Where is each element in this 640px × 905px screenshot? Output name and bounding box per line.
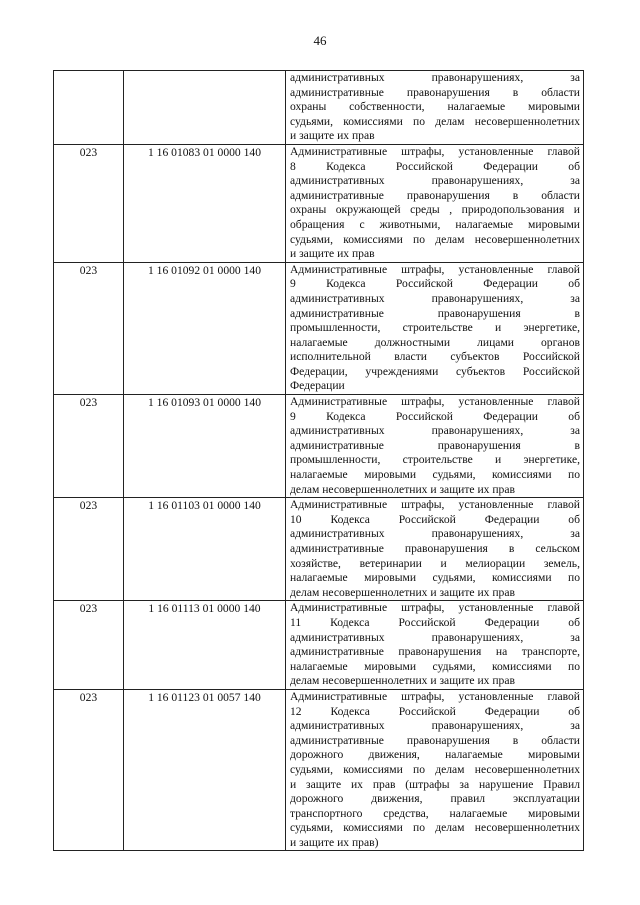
description-line: 8 Кодекса Российской Федерации об: [290, 159, 580, 173]
description-line: промышленности, строительстве и энергетике,: [290, 453, 580, 467]
admin-code-cell: [54, 395, 124, 498]
description-line: административных правонарушениях, за: [290, 174, 580, 188]
kbk-code: 1 16 01113 01 0000 140: [148, 602, 261, 616]
kbk-code-cell: [124, 262, 286, 394]
description-line: и защите их прав (штрафы за нарушение Правил: [290, 777, 580, 791]
kbk-code-cell: [124, 144, 286, 262]
description-line: охраны собственности, налагаемые мировыми: [290, 100, 580, 114]
table-row: [54, 395, 584, 498]
description-line: хозяйстве, ветеринарии и мелиорации земель,: [290, 556, 580, 570]
page-number: 46: [313, 33, 327, 48]
description-line: налагаемые мировыми судьями, комиссиями по: [290, 659, 580, 673]
description-line: судьями, комиссиями по делам несовершеннолетних: [290, 232, 580, 246]
description-line: 9 Кодекса Российской Федерации об: [290, 409, 580, 423]
description-line: административные правонарушения в сельском: [290, 542, 580, 555]
kbk-code-cell: [124, 71, 286, 145]
kbk-code: [124, 71, 285, 72]
description-line: административные правонарушения на транспорте,: [290, 645, 580, 659]
kbk-code: 1 16 01123 01 0057 140: [148, 690, 261, 704]
description-line: Административные штрафы, установленные главой: [290, 395, 580, 409]
kbk-code: 1 16 01092 01 0000 140: [147, 263, 262, 277]
description-line: Административные штрафы, установленные главой: [290, 601, 580, 615]
admin-code-cell: [54, 262, 124, 394]
admin-code-cell: [54, 71, 124, 145]
kbk-code-cell: [124, 689, 286, 851]
description-line: Федерации: [290, 379, 345, 393]
kbk-code-cell: [124, 395, 286, 498]
description-cell: [286, 498, 584, 601]
description-line: административные правонарушения в: [290, 438, 580, 452]
description-line: и защите их прав: [290, 247, 375, 261]
description-line: Административные штрафы, установленные главой: [290, 262, 580, 276]
table-row: [54, 689, 584, 851]
description-line: дорожного движения, налагаемые мировыми: [290, 748, 580, 762]
description-line: делам несовершеннолетних и защите их прав: [290, 482, 515, 496]
admin-code: 023: [79, 263, 98, 277]
admin-code: 023: [79, 396, 98, 410]
description-cell: [286, 262, 584, 394]
kbk-code-cell: [124, 498, 286, 601]
description-line: делам несовершеннолетних и защите их прав: [290, 585, 515, 599]
description-cell: [286, 144, 584, 262]
description-line: Административные штрафы, установленные главой: [290, 498, 580, 512]
description-cell: [286, 689, 584, 851]
description-line: налагаемые должностными лицами органов: [290, 335, 580, 349]
admin-code: 023: [79, 499, 98, 513]
table-row: [54, 601, 584, 690]
description-line: административные правонарушения в области: [290, 85, 580, 99]
description-line: административных правонарушениях, за: [290, 719, 580, 733]
description-line: административные правонарушения в области: [290, 733, 580, 747]
description-cell: [286, 395, 584, 498]
kbk-code: 1 16 01093 01 0000 140: [147, 396, 262, 410]
description-line: административных правонарушениях, за: [290, 71, 580, 84]
description-line: промышленности, строительстве и энергетике,: [290, 321, 580, 335]
description-line: 11 Кодекса Российской Федерации об: [290, 615, 580, 629]
table-row: [54, 498, 584, 601]
admin-code: 023: [79, 602, 98, 616]
kbk-code: 1 16 01103 01 0000 140: [148, 499, 261, 513]
description-line: административных правонарушениях, за: [290, 630, 580, 644]
description-cell: [286, 71, 584, 145]
description-line: дорожного движения, правил эксплуатации: [290, 792, 580, 806]
kbk-code-cell: [124, 601, 286, 690]
description-line: Административные штрафы, установленные главой: [290, 144, 580, 158]
description-line: административные правонарушения в области: [290, 188, 580, 202]
table-row: [54, 71, 584, 145]
admin-code-cell: [54, 144, 124, 262]
admin-code-cell: [54, 498, 124, 601]
budget-codes-table: [53, 70, 584, 851]
description-line: судьями, комиссиями по делам несовершеннолетних: [290, 762, 580, 776]
description-line: 9 Кодекса Российской Федерации об: [290, 277, 580, 291]
table-row: [54, 262, 584, 394]
description-line: судьями, комиссиями по делам несовершеннолетних: [290, 114, 580, 128]
description-line: исполнительной власти субъектов Российской: [290, 350, 580, 364]
description-line: и защите их прав): [290, 835, 379, 849]
table-body: [54, 71, 584, 851]
admin-code: 023: [79, 690, 98, 704]
description-line: Административные штрафы, установленные главой: [290, 689, 580, 703]
description-line: 12 Кодекса Российской Федерации об: [290, 704, 580, 718]
description-line: административные правонарушения в: [290, 306, 580, 320]
description-line: 10 Кодекса Российской Федерации об: [290, 512, 580, 526]
admin-code-cell: [54, 601, 124, 690]
description-line: делам несовершеннолетних и защите их прав: [290, 674, 515, 688]
description-line: налагаемые мировыми судьями, комиссиями по: [290, 571, 580, 585]
description-line: охраны окружающей среды , природопользования и: [290, 203, 580, 217]
admin-code-cell: [54, 689, 124, 851]
description-line: обращения с животными, налагаемые мировыми: [290, 217, 580, 231]
description-line: административных правонарушениях, за: [290, 527, 580, 541]
description-line: Федерации, учреждениями субъектов Российской: [290, 364, 580, 378]
admin-code: [54, 71, 123, 72]
description-line: и защите их прав: [290, 129, 375, 143]
description-line: административных правонарушениях, за: [290, 424, 580, 438]
table-row: [54, 144, 584, 262]
description-line: судьями, комиссиями по делам несовершеннолетних: [290, 821, 580, 835]
description-cell: [286, 601, 584, 690]
description-line: транспортного средства, налагаемые мировыми: [290, 806, 580, 820]
description-line: налагаемые мировыми судьями, комиссиями по: [290, 468, 580, 482]
admin-code: 023: [79, 145, 98, 159]
kbk-code: 1 16 01083 01 0000 140: [147, 145, 262, 159]
description-line: административных правонарушениях, за: [290, 291, 580, 305]
